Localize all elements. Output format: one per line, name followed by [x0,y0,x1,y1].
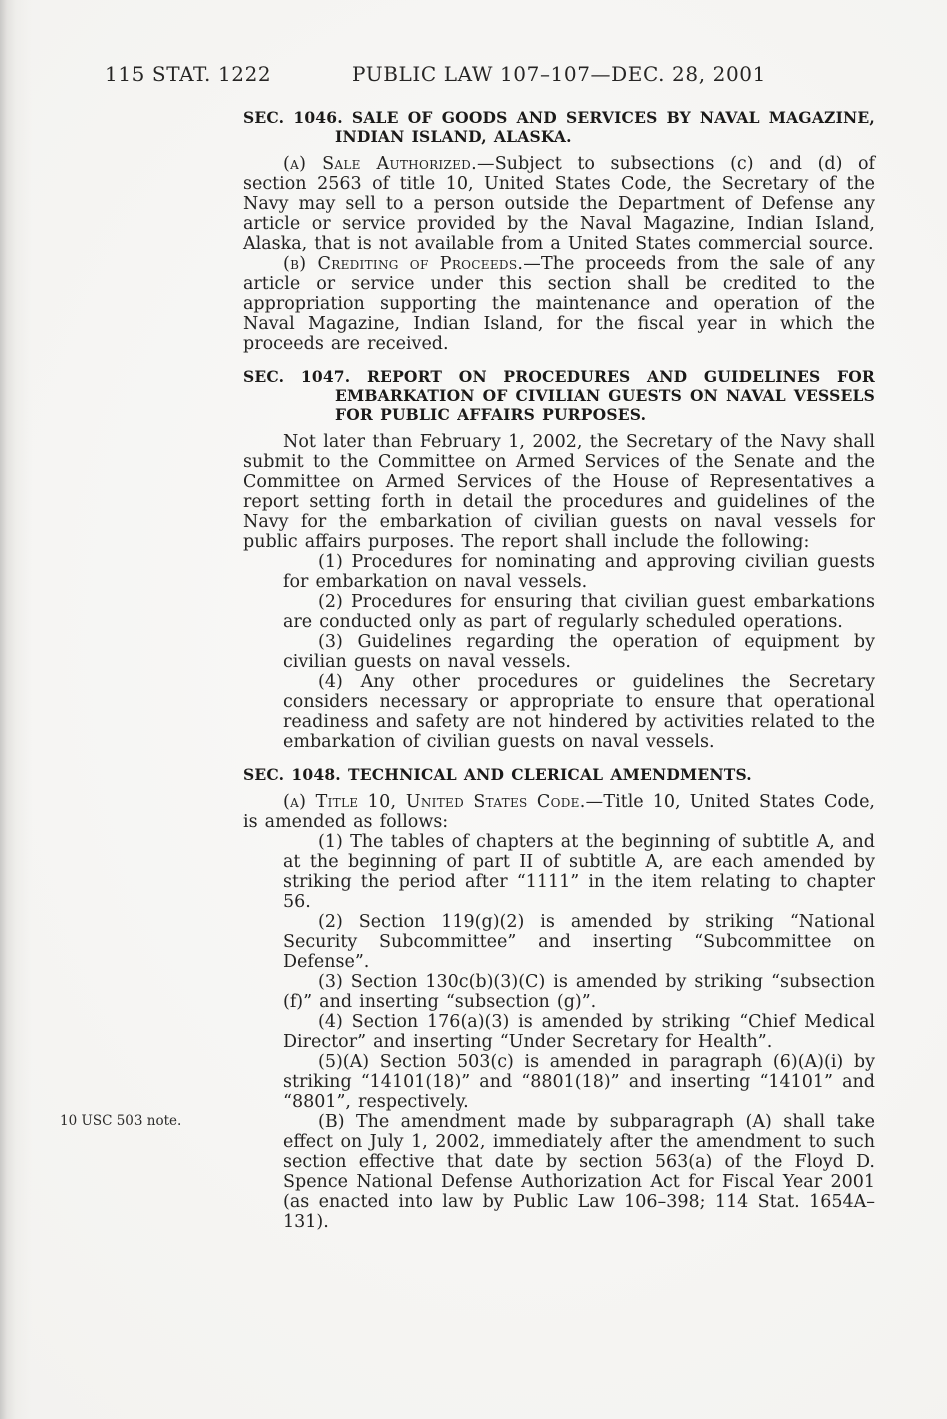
list-item-1048-4: (4) Section 176(a)(3) is amended by striking “Chief Medical Director” and inserting “Under Secretary for Health”. [283,1012,875,1052]
section-heading-1046: SEC. 1046. SALE OF GOODS AND SERVICES BY NAVAL MAGAZINE, INDIAN ISLAND, ALASKA. [243,108,875,146]
list-item-1047-4: (4) Any other procedures or guidelines the Secretary considers necessary or appropriate to ensure that operational readiness and safety are not hindered by activities related to the embarkation of civilian guests on naval vessels. [283,672,875,752]
paragraph-1046-b-text: The proceeds from the sale of any article or service under this section shall be credited to the appropriation supporting the maintenance and operation of the Naval Magazine, Indian Island, for the fiscal year in which the proceeds are received. [243,254,875,354]
paragraph-1047-intro: Not later than February 1, 2002, the Secretary of the Navy shall submit to the Committee on Armed Services of the Senate and the Committee on Armed Services of the House of Representatives a report setting forth in detail the procedures and guidelines of the Navy for the embarkation of civilian guests on naval vessels for public affairs purposes. The report shall include the following: [243,432,875,552]
paragraph-1046-b-lead: (b) Crediting of Proceeds.— [283,254,542,274]
stat-page-number: 115 STAT. 1222 [105,62,272,86]
paragraph-1046-b [243,254,875,354]
paragraph-1048-a-lead: (a) Title 10, United States Code.— [283,792,604,812]
list-item-1048-5b [60,1112,875,1232]
paragraph-1046-a [243,154,875,254]
margin-note: 10 USC 503 note. [60,1113,182,1129]
page-header [0,62,947,88]
list-item-1048-1: (1) The tables of chapters at the beginning of subtitle A, and at the beginning of part II of subtitle A, are each amended by striking the period after “1111” in the item relating to chapter 56. [283,832,875,912]
page-gutter-shadow [0,0,34,1419]
paragraph-1048-a-text: Title 10, United States Code, is amended as follows: [243,792,875,832]
list-item-1047-2: (2) Procedures for ensuring that civilian guest embarkations are conducted only as part of regularly scheduled operations. [283,592,875,632]
paragraph-1046-a-text: Subject to subsections (c) and (d) of section 2563 of title 10, United States Code, the Secretary of the Navy may sell to a person outside the Department of Defense any article or service provided by the Naval Magazine, Indian Island, Alaska, that is not available from a United States commercial source. [243,154,876,254]
list-item-1048-2: (2) Section 119(g)(2) is amended by striking “National Security Subcommittee” and inserting “Subcommittee on Defense”. [283,912,875,972]
section-heading-1047: SEC. 1047. REPORT ON PROCEDURES AND GUIDELINES FOR EMBARKATION OF CIVILIAN GUESTS ON NAVAL VESSELS FOR PUBLIC AFFAIRS PURPOSES. [243,367,875,424]
list-item-1047-1: (1) Procedures for nominating and approving civilian guests for embarkation on naval vessels. [283,552,875,592]
list-item-1048-5b-text: (B) The amendment made by subparagraph (A) shall take effect on July 1, 2002, immediately after the amendment to such section effective that date by section 563(a) of the Floyd D. Spence National Defense Authorization Act for Fiscal Year 2001 (as enacted into law by Public Law 106–398; 114 Stat. 1654A–131). [283,1112,875,1232]
paragraph-1046-a-lead: (a) Sale Authorized.— [283,154,495,174]
section-heading-1048: SEC. 1048. TECHNICAL AND CLERICAL AMENDMENTS. [243,765,752,784]
list-item-1047-3: (3) Guidelines regarding the operation of equipment by civilian guests on naval vessels. [283,632,875,672]
statute-text-column [60,108,876,1232]
paragraph-1048-a [243,792,875,832]
list-item-1048-3: (3) Section 130c(b)(3)(C) is amended by striking “subsection (f)” and inserting “subsection (g)”. [283,972,875,1012]
law-citation: PUBLIC LAW 107–107—DEC. 28, 2001 [352,62,766,86]
list-item-1048-5a: (5)(A) Section 503(c) is amended in paragraph (6)(A)(i) by striking “14101(18)” and “8801(18)” and inserting “14101” and “8801”, respectively. [283,1052,875,1112]
